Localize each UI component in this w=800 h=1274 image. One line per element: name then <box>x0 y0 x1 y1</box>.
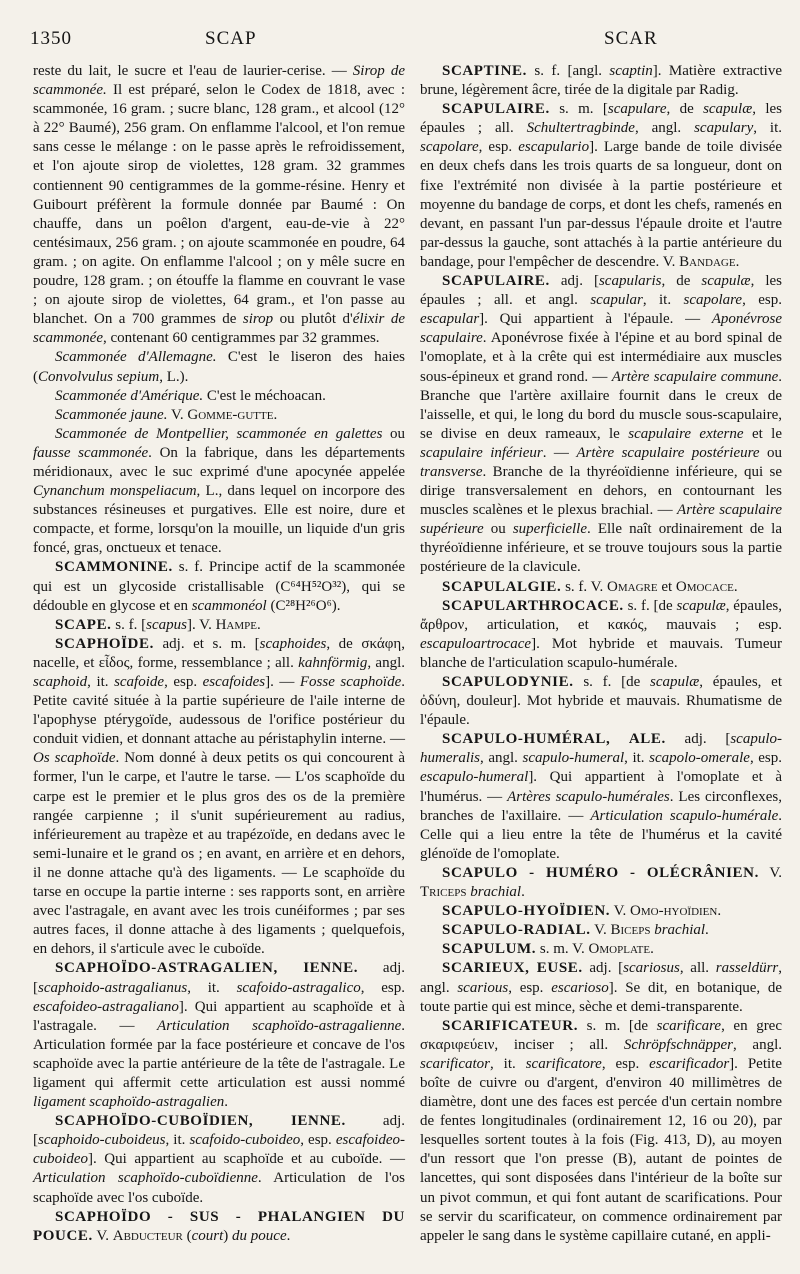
italic-text: scafoide <box>114 674 165 690</box>
entry-text: s. f. [de <box>623 597 677 614</box>
entry-text: ou <box>382 425 406 442</box>
entry-text: ]. Petite boîte de cuivre ou d'argent, d'environ 40 millimètres de diamètre, dont une des faces est percée d'un certain nombre de fentes longitudinales (ordinairement 12, 16 ou 20), par lesquelles sortent toutes à la fois (Fig. 413, D), au moyen d'un ressort que l'on presse (B), autant de pointes de lancettes, qui sont disposées dans l'intérieur de la boîte sur un pivot commun, et qui font autant de scarifications. Pour se servir du scarificateur, on commence ordinairement par appeler le sang dans le système capillaire cutané, en appli- <box>420 1055 783 1244</box>
entry-text: , it. <box>87 674 115 690</box>
italic-text: scarificatore <box>525 1055 602 1072</box>
italic-text: scapolare <box>420 139 479 156</box>
italic-text: scapulaire externe <box>628 425 744 442</box>
entry-text: s. f. [ <box>111 616 147 633</box>
italic-text: scapolare <box>683 292 743 309</box>
dictionary-entry <box>420 272 782 578</box>
italic-text: scapolo-omerale <box>649 750 750 767</box>
cross-reference: Omoplate <box>588 941 651 958</box>
cross-reference: Hampe <box>215 616 257 633</box>
italic-text: ligament scaphoïdo-astragalien <box>33 1094 225 1111</box>
italic-text: Articulation scapulo-humérale <box>590 807 779 824</box>
entry-text: , it. <box>624 750 650 767</box>
dictionary-entry <box>33 1112 405 1207</box>
italic-text: brachial <box>470 884 522 901</box>
entry-headword: SCAPULO-HUMÉRAL, ALE. <box>442 731 666 748</box>
entry-text: . Branche que l'artère axillaire fournit dans le creux de l'aisselle, et qui, le long du bord du muscle sous-scapulaire, se divise en deux rameaux, le <box>420 368 782 442</box>
italic-text: Sirop de scammonée. <box>33 63 405 99</box>
cross-reference: Omocace <box>675 578 734 595</box>
entry-headword: SCAMMONINE. <box>55 559 173 576</box>
entry-text: , de σκάφη, nacelle, et εἶδος, forme, ressemblance ; all. <box>33 635 406 671</box>
entry-text: , angl. <box>480 750 523 767</box>
italic-text: Scammonée d'Allemagne. <box>55 349 217 366</box>
entry-text: adj. [ <box>665 731 731 748</box>
entry-text: ]. Se dit, en botanique, de toute partie qui est mince, sèche et demi-transparente. <box>420 979 783 1015</box>
entry-text: , esp. <box>300 1132 336 1149</box>
entry-text: , all. <box>679 960 716 977</box>
entry-headword: SCAPULAIRE. <box>442 101 550 118</box>
entry-text: , angl. <box>732 1036 782 1053</box>
italic-text: scapulæ <box>650 674 700 690</box>
italic-text: scafoido-astragalico <box>236 979 361 996</box>
dictionary-entry <box>420 597 782 673</box>
italic-text: scaphoides <box>259 635 327 652</box>
italic-text: Schröpfschnäpper <box>623 1036 733 1053</box>
entry-text: ) <box>223 1227 233 1244</box>
entry-text: . Elle naît ordinairement de la thyréoïdienne inférieure, et se trouve toujours sous la partie postérieure de la clavicule. <box>420 521 783 576</box>
italic-text: fausse scammonée <box>33 444 149 461</box>
dictionary-entry <box>33 616 405 635</box>
italic-text: kahnförmig <box>298 654 368 671</box>
italic-text: escapulo-humeral <box>420 769 529 786</box>
entry-text: Il est préparé, selon le Codex de 1818, avec : scammonée, 16 gram. ; sucre blanc, 128 gram., et alcool (12° à 22° Baumé), 256 gram. On enflamme l'alcool, et l'on remue sans cesse le mélange : on le passe après le refroidissement, et l'on ajoute sirop de violettes, 128 gram. 32 grammes contiennent 90 centigrammes de la gomme-résine. Henry et Guibourt préfèrent la formule donnée par Baumé : On chauffe, dans un poêlon d'argent, eau-de-vie à 22° centésimaux, 256 gram. ; on ajoute scammonée en poudre, 64 gram. ; on agite. On enflamme l'alcool ; on y mêle sucre en poudre, 128 gram. ; on étouffe la flamme en couvrant le vase ; on ajoute sirop de violettes, 64 gram., et l'on passe au blanchet. On a 700 grammes de <box>33 82 405 328</box>
entry-text: . <box>650 941 654 958</box>
entry-text: , angl. <box>420 960 782 996</box>
cross-reference: Omagre <box>607 578 658 595</box>
entry-text: reste du lait, le sucre et l'eau de laurier-cerise. — <box>33 63 353 79</box>
entry-text: . <box>733 578 738 595</box>
italic-text: court <box>191 1227 224 1244</box>
entry-text: ]. Qui appartient au scaphoïde et au cuboïde. — <box>87 1151 405 1168</box>
entry-text: ]. — <box>265 674 300 690</box>
entry-text: , de <box>666 101 704 118</box>
entry-text: , it. <box>187 979 237 996</box>
dictionary-entry <box>33 635 405 960</box>
italic-text: scaphoido-cuboideus <box>38 1132 166 1149</box>
italic-text: superficielle <box>512 521 587 538</box>
dictionary-entry <box>420 940 782 959</box>
entry-headword: SCAPULARTHROCACE. <box>442 597 624 614</box>
entry-text: . — <box>542 444 577 461</box>
left-running-head: SCAP <box>205 28 257 49</box>
entry-text: . On la fabrique, dans les départements méridionaux, avec le suc exprimé d'une apocynée appelée <box>33 444 405 480</box>
italic-text: Os scaphoïde <box>33 750 116 767</box>
cross-reference: Biceps <box>610 922 651 939</box>
entry-text: V. <box>92 1227 113 1244</box>
entry-headword: SCAPULODYNIE. <box>442 674 574 690</box>
entry-headword: SCAPHOÏDE. <box>55 635 154 652</box>
entry-text: . <box>735 253 740 270</box>
italic-text: Convolvulus sepium <box>38 368 160 385</box>
entry-text: , les épaules ; all. et angl. <box>420 273 782 309</box>
entry-text: , esp. <box>508 979 552 996</box>
entry-text: (C²⁸H²⁶O⁶). <box>266 597 341 614</box>
entry-text: . <box>521 884 525 901</box>
entry-text: , de <box>661 273 702 290</box>
entry-text: . <box>705 922 709 939</box>
italic-text: scarious <box>457 979 509 996</box>
entry-text: . Branche de la thyréoïdienne inférieure, qui se dirige transversalement en dehors, en contournant les muscles scalènes et le plexus brachial. — <box>420 463 782 519</box>
right-running-head: SCAR <box>604 28 658 49</box>
italic-text: du pouce <box>232 1227 287 1244</box>
italic-text: Artère scapulaire supérieure <box>420 502 782 538</box>
entry-headword: SCAPTINE. <box>442 63 527 79</box>
entry-text: adj. [ <box>582 960 624 977</box>
italic-text: scapularis <box>598 273 662 290</box>
entry-text: , it. <box>753 120 782 137</box>
italic-text: scaptin <box>609 63 653 79</box>
italic-text: Articulation scaphoïdo-cuboïdienne <box>33 1170 258 1187</box>
entry-text: V. <box>758 864 782 881</box>
entry-text: ]. V. <box>186 616 216 633</box>
entry-text: s. m. [de <box>578 1017 657 1034</box>
dictionary-entry <box>420 864 782 902</box>
italic-text: scapular <box>590 292 643 309</box>
dictionary-entry <box>33 1208 405 1246</box>
entry-text: s. f. Principe actif de la scammonée qui est un glycoside cristallisable (C⁶⁴H⁵²O³²), qui se dédouble en glycose et en <box>33 559 405 614</box>
entry-headword: SCAPHOÏDO-CUBOÏDIEN, IENNE. <box>55 1113 346 1130</box>
entry-text: , les épaules ; all. <box>420 101 782 137</box>
cross-reference: Omo-hyoïdien <box>630 903 718 920</box>
dictionary-entry <box>33 558 405 615</box>
italic-text: scarificare <box>656 1017 722 1034</box>
entry-headword: SCAPHOÏDO - SUS - PHALANGIEN DU POUCE. <box>33 1208 405 1244</box>
entry-text: ]. Mot hybride et mauvais. Tumeur blanche de l'articulation scapulo-humérale. <box>420 635 782 671</box>
page-number: 1350 <box>30 28 72 49</box>
dictionary-entry <box>420 730 782 864</box>
italic-text: élixir de scammonée <box>33 311 405 347</box>
entry-text: ou plutôt d' <box>273 311 353 328</box>
cross-reference: Triceps <box>420 884 467 901</box>
entry-text: . <box>256 616 261 633</box>
dictionary-entry <box>420 62 782 100</box>
entry-text: s. m. [ <box>549 101 608 118</box>
entry-text: , contenant 60 centigrammes par 32 grammes. <box>102 330 380 347</box>
entry-text: ]. Qui appartient à l'épaule. — <box>479 311 712 328</box>
entry-headword: SCAPULAIRE. <box>442 273 550 290</box>
entry-text: , esp. <box>742 292 782 309</box>
italic-text: Artère scapulaire postérieure <box>576 444 760 461</box>
italic-text: scarificator <box>420 1055 490 1072</box>
entry-text: V. <box>610 903 631 920</box>
entry-text: . <box>286 1227 291 1244</box>
italic-text: scaphoido-astragalianus <box>38 979 188 996</box>
dictionary-entry <box>420 921 782 940</box>
italic-text: scapulare <box>607 101 667 118</box>
entry-headword: SCAPHOÏDO-ASTRAGALIEN, IENNE. <box>55 960 359 977</box>
right-column <box>420 62 782 1246</box>
italic-text: scapulo-humeralis <box>420 731 782 767</box>
italic-text: scammonéol <box>191 597 267 614</box>
entry-text: ]. Qui appartient au scaphoïde et à l'astragale. — <box>33 998 405 1034</box>
dictionary-entry <box>420 578 782 597</box>
italic-text: Scammonée jaune. <box>55 406 168 423</box>
italic-text: scapus <box>146 616 187 633</box>
cross-reference: Gomme-gutte <box>187 406 274 423</box>
italic-text: scariosus <box>623 960 680 977</box>
italic-text: Articulation scaphoïdo-astragalienne <box>157 1017 402 1034</box>
italic-text: sirop <box>242 311 274 328</box>
italic-text: Scammonée de Montpellier, scammonée en galettes <box>55 425 383 442</box>
italic-text: scapulæ <box>703 101 753 118</box>
entry-text: adj. [ <box>549 273 599 290</box>
italic-text: scapulæ <box>701 273 751 290</box>
entry-headword: SCARIFICATEUR. <box>442 1017 579 1034</box>
italic-text: escapuloartrocace <box>420 635 532 652</box>
entry-headword: SCARIEUX, EUSE. <box>442 960 583 977</box>
entry-text: C'est le liseron des haies ( <box>33 349 405 385</box>
entry-text: , L.). <box>159 368 189 385</box>
entry-text: . Aponévrose fixée à l'épine et au bord spinal de l'omoplate, et à la crête qui est intermédiaire aux muscles sous-épineux et grand rond. — <box>420 330 782 385</box>
entry-text: . Celle qui a lieu entre la tête de l'humérus et la cavité glénoïde de l'omoplate. <box>420 807 782 862</box>
entry-text: , angl. <box>634 120 695 137</box>
left-column <box>33 62 405 1246</box>
entry-text: adj. et s. m. [ <box>153 635 260 652</box>
italic-text: scafoido-cuboideo <box>189 1132 301 1149</box>
entry-text: , it. <box>490 1055 526 1072</box>
entry-text: . Articulation de l'os scaphoïde avec l'os cuboïde. <box>33 1170 405 1206</box>
entry-text: ( <box>182 1227 192 1244</box>
entry-headword: SCAPULUM. <box>442 941 537 958</box>
entry-text: V. <box>167 406 188 423</box>
entry-text: . Petite cavité située à la partie supérieure de l'aile interne de l'apophyse ptérygoïde, audessous de l'orifice postérieur du conduit vidien, et donnant attache au péristaphylin interne. — <box>33 674 405 748</box>
italic-text: escapular <box>420 311 480 328</box>
entry-text: , esp. <box>749 750 783 767</box>
entry-text: ]. Qui appartient à l'omoplate et à l'humérus. — <box>420 769 782 805</box>
italic-text: scapulary <box>694 120 754 137</box>
entry-headword: SCAPULALGIE. <box>442 578 562 595</box>
dictionary-entry <box>420 673 782 730</box>
italic-text: Schultertragbinde <box>526 120 635 137</box>
entry-text: , L., dans lequel on incorpore des substances résineuses et purgatives. Elle est noire, dure et compacte, et forme, lorsqu'on la mouille, un liquide d'un gris foncé, gras, onctueux et tenace. <box>33 483 405 557</box>
entry-text: s. m. V. <box>536 941 589 958</box>
entry-text: , esp. <box>164 674 203 690</box>
entry-text: s. f. [de <box>573 674 651 690</box>
cross-reference: Bandage <box>679 253 736 270</box>
entry-text: , en grec σκαριφεύειν, inciser ; all. <box>420 1017 782 1053</box>
running-header <box>30 28 784 56</box>
entry-headword: SCAPE. <box>55 616 112 633</box>
dictionary-entry <box>33 959 405 1112</box>
entry-text: , esp. <box>478 139 519 156</box>
entry-text: et le <box>743 425 783 442</box>
italic-text: escafoides <box>202 674 266 690</box>
entry-text: s. f. [angl. <box>527 63 610 79</box>
italic-text: scaphoid <box>33 674 88 690</box>
italic-text: Aponévrose scapulaire <box>420 311 782 347</box>
italic-text: Artère scapulaire commune <box>611 368 779 385</box>
entry-headword: SCAPULO - HUMÉRO - OLÉCRÂNIEN. <box>442 864 759 881</box>
italic-text: scapulaire inférieur <box>420 444 543 461</box>
entry-text: , esp. <box>360 979 405 996</box>
entry-paragraph <box>33 62 405 348</box>
italic-text: scapulæ <box>676 597 726 614</box>
entry-text: , épaules, et ὀδύνη, douleur]. Mot hybride et mauvais. Rhumatisme de l'épaule. <box>420 674 782 729</box>
italic-text: brachial <box>654 922 706 939</box>
italic-text: rasseldürr <box>715 960 779 977</box>
italic-text: Cynanchum monspeliacum <box>33 483 197 500</box>
entry-text: s. f. V. <box>561 578 608 595</box>
entry-text: ]. Matière extractive brune, légèrement âcre, tirée de la digitale par Radig. <box>420 63 783 99</box>
italic-text: escarificador <box>649 1055 730 1072</box>
italic-text: escafoideo-cuboideo <box>33 1132 405 1168</box>
entry-text: . Nom donné à deux petits os qui concourent à former, l'un le carpe, et l'autre le tarse. — L'os scaphoïde du carpe est le premier et le plus gros des os de la première rangée carpienne ; il s'unit supérieurement au radius, inférieurement au trapèze et au trapézoïde, en dedans avec le semi-lunaire et le grand os ; en avant, en arrière et en dehors, il ne donne attache qu'à des ligaments. — Le scaphoïde du tarse en occupe la partie interne : ses rapports sont, en arrière avec l'astragale, en avant avec les trois cunéiformes ; par ses autres faces, il donne attache à des ligaments ; quelquefois, en dehors, il s'articule avec le cuboïde. <box>33 750 405 958</box>
entry-text: . <box>273 406 278 423</box>
italic-text: transverse <box>420 463 483 480</box>
entry-paragraph <box>33 348 405 386</box>
italic-text: escarioso <box>551 979 609 996</box>
entry-text: adj. [ <box>33 1113 405 1149</box>
cross-reference: Abducteur <box>112 1227 183 1244</box>
entry-text: ]. Large bande de toile divisée en deux chefs dans les trois quarts de sa longueur, dont on fixe l'extrémité non divisée à la partie postérieure et moyenne du bandage de corps, et dont les chefs, ramenés en devant, en passant l'un par-dessus l'épaule droite et l'autre par-dessus la gauche, sont attachés à la partie antérieure du bandage, pour l'empêcher de descendre. V. <box>420 139 782 270</box>
dictionary-entry <box>420 902 782 921</box>
italic-text: scapulo-humeral <box>522 750 625 767</box>
entry-text: ou <box>483 521 513 538</box>
entry-text: V. <box>590 922 611 939</box>
italic-text: Scammonée d'Amérique. <box>55 387 204 404</box>
entry-text: ou <box>759 444 783 461</box>
entry-paragraph <box>33 425 405 559</box>
entry-text: adj. [ <box>33 960 406 996</box>
entry-text: . <box>224 1094 228 1111</box>
dictionary-entry <box>420 100 782 272</box>
entry-text: . Articulation formée par la face postérieure et concave de l'os scaphoïde avec la partie antérieure de la tête de l'astragale. Le ligament qui affermit cette articulation est aussi nommé <box>33 1017 405 1091</box>
entry-text: , it. <box>165 1132 190 1149</box>
entry-text: , esp. <box>601 1055 650 1072</box>
entry-text: . Les circonflexes, branches de l'axillaire. — <box>420 788 783 824</box>
entry-text: C'est le méchoacan. <box>203 387 326 404</box>
entry-paragraph <box>33 406 405 425</box>
italic-text: escapulario <box>518 139 590 156</box>
dictionary-entry <box>420 959 782 1016</box>
italic-text: Fosse scaphoïde <box>299 674 402 690</box>
italic-text: Artères scapulo-humérales <box>507 788 670 805</box>
entry-headword: SCAPULO-RADIAL. <box>442 922 591 939</box>
entry-text: , it. <box>642 292 684 309</box>
entry-text: et <box>657 578 676 595</box>
dictionary-entry <box>420 1017 782 1246</box>
italic-text: escafoideo-astragaliano <box>33 998 179 1015</box>
entry-paragraph <box>33 387 405 406</box>
entry-headword: SCAPULO-HYOÏDIEN. <box>442 903 611 920</box>
entry-text: , angl. <box>367 654 405 671</box>
entry-text: , épaules, ἄρθρον, articulation, et κακός, mauvais ; esp. <box>420 597 782 633</box>
entry-text: . <box>717 903 722 920</box>
